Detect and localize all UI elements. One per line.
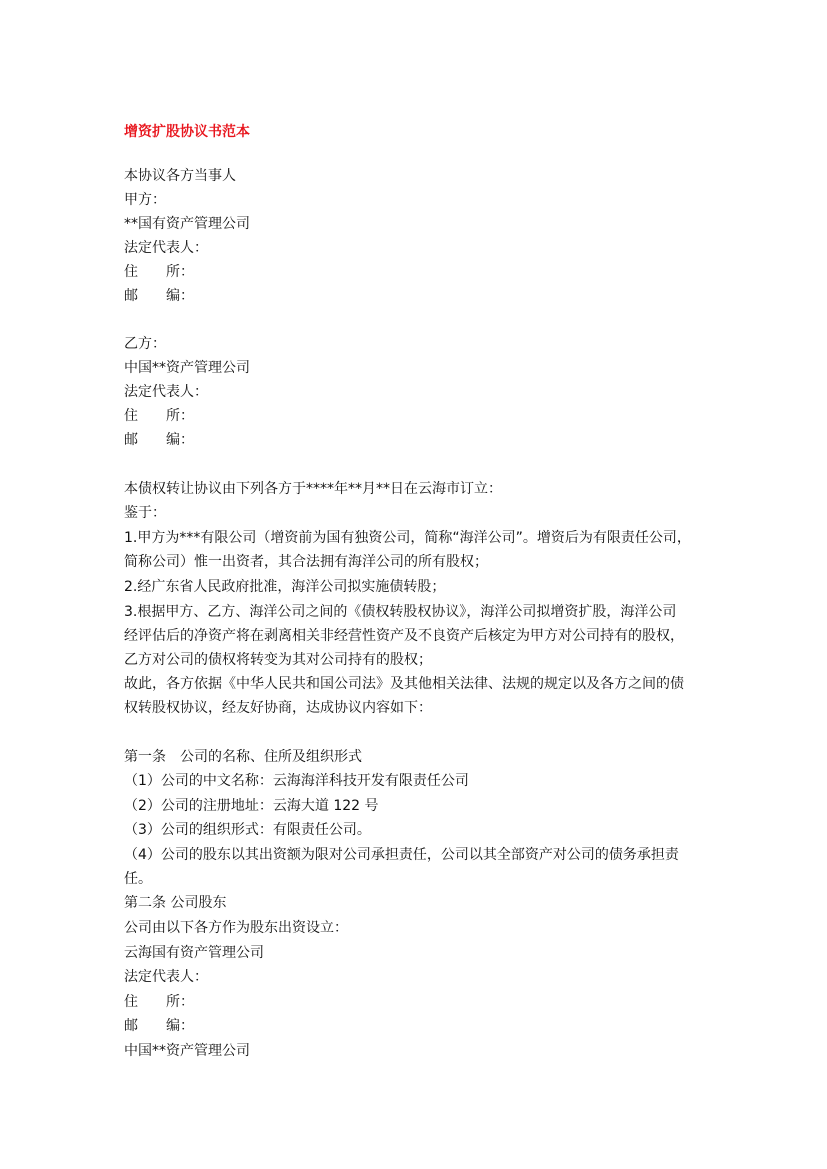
whereas-item-3-line-2: 经评估后的净资产将在剥离相关非经营性资产及不良资产后核定为甲方对公司持有的股权， [124,628,684,644]
shareholder-2-name: 中国**资产管理公司 [124,1043,250,1059]
party-b-label: 乙方： [124,336,166,352]
whereas-item-1-line-1: 1.甲方为***有限公司（增资前为国有独资公司，简称“海洋公司”。增资后为有限责任公司， [124,530,691,546]
shareholder-1-rep: 法定代表人： [124,969,208,985]
shareholder-1-postcode-b: 编： [166,1018,194,1034]
shareholder-1-postcode [124,1016,194,1036]
shareholder-1-postcode-a: 邮 [124,1018,138,1034]
party-a-name: **国有资产管理公司 [124,216,250,232]
party-a-postcode-a: 邮 [124,288,138,304]
whereas-item-2: 2.经广东省人民政府批准，海洋公司拟实施债转股； [124,579,446,595]
article-1-clause-2: （2）公司的注册地址：云海大道 122 号 [124,798,379,814]
article-1-clause-4-line-1: （4）公司的股东以其出资额为限对公司承担责任，公司以其全部资产对公司的债务承担责 [124,847,679,863]
signing-statement: 本债权转让协议由下列各方于****年**月**日在云海市订立： [124,481,502,497]
party-a-postcode [124,286,194,306]
article-1-heading: 第一条 公司的名称、住所及组织形式 [124,749,362,765]
party-b-postcode [124,430,194,450]
whereas-item-1-line-2: 简称公司）惟一出资者，其合法拥有海洋公司的所有股权； [124,554,488,570]
shareholder-1-address [124,992,194,1012]
article-1-clause-1: （1）公司的中文名称：云海海洋科技开发有限责任公司 [124,773,469,789]
therefore-line-1: 故此，各方依据《中华人民共和国公司法》及其他相关法律、法规的规定以及各方之间的债 [124,676,684,692]
party-a-postcode-b: 编： [166,288,194,304]
party-b-postcode-a: 邮 [124,432,138,448]
shareholder-1-address-a: 住 [124,994,138,1010]
party-a-address-b: 所： [166,264,194,280]
article-2-intro: 公司由以下各方作为股东出资设立： [124,920,348,936]
party-a-label: 甲方： [124,192,166,208]
party-a-rep: 法定代表人： [124,240,208,256]
parties-intro: 本协议各方当事人 [124,168,236,184]
party-b-address-a: 住 [124,408,138,424]
party-b-rep: 法定代表人： [124,384,208,400]
article-1-clause-4-line-2: 任。 [124,871,152,887]
shareholder-1-name: 云海国有资产管理公司 [124,945,264,961]
article-2-heading: 第二条 公司股东 [124,895,227,911]
whereas-item-3-line-3: 乙方对公司的债权将转变为其对公司持有的股权； [124,652,432,668]
party-b-name: 中国**资产管理公司 [124,360,250,376]
therefore-line-2: 权转股权协议，经友好协商，达成协议内容如下： [124,700,432,716]
article-1-clause-3: （3）公司的组织形式：有限责任公司。 [124,822,371,838]
whereas-label: 鉴于： [124,505,166,521]
document-title: 增资扩股协议书范本 [124,124,250,140]
party-a-address-a: 住 [124,264,138,280]
whereas-item-3-line-1: 3.根据甲方、乙方、海洋公司之间的《债权转股权协议》，海洋公司拟增资扩股，海洋公司 [124,604,677,620]
party-b-postcode-b: 编： [166,432,194,448]
party-b-address-b: 所： [166,408,194,424]
shareholder-1-address-b: 所： [166,994,194,1010]
party-a-address [124,262,194,282]
party-b-address [124,406,194,426]
